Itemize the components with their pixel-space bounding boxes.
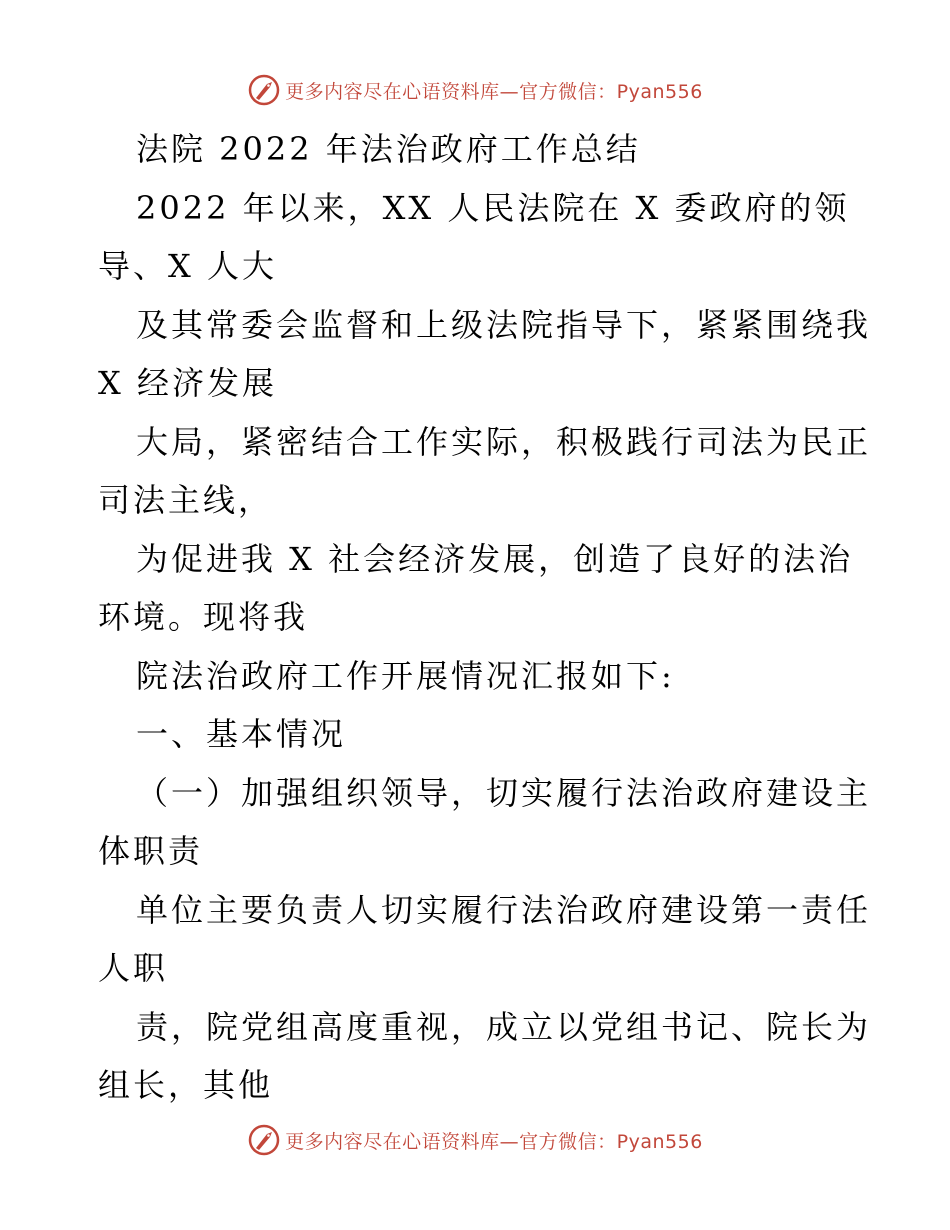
subsection-heading-continued: 体职责	[98, 832, 204, 870]
header-watermark	[0, 70, 950, 110]
paragraph-line: 2022 年以来，XX 人民法院在 X 委政府的领	[136, 188, 850, 227]
paragraph-line: 责，院党组高度重视，成立以党组书记、院长为	[136, 1007, 872, 1046]
watermark-text: 更多内容尽在心语资料库—官方微信：Pyan556	[285, 1130, 703, 1153]
footer-watermark	[0, 1120, 950, 1160]
document-body	[98, 120, 872, 1115]
paragraph-line: 为促进我 X 社会经济发展，创造了良好的法治	[136, 539, 854, 578]
subsection-heading: （一）加强组织领导，切实履行法治政府建设主	[136, 773, 872, 812]
paragraph-line: 组长，其他	[98, 1066, 274, 1104]
document-title: 法院 2022 年法治政府工作总结	[136, 130, 641, 168]
paragraph-line: 院法治政府工作开展情况汇报如下:	[136, 656, 675, 695]
paragraph-line: 单位主要负责人切实履行法治政府建设第一责任	[136, 890, 872, 929]
paragraph-line: 人职	[98, 949, 169, 987]
paragraph-line: 大局，紧密结合工作实际，积极践行司法为民正	[136, 422, 872, 461]
paragraph-line: X 经济发展	[98, 364, 277, 402]
paragraph-line: 司法主线，	[98, 481, 274, 519]
paragraph-line: 环境。现将我	[98, 598, 309, 636]
pen-nib-logo-icon	[247, 73, 281, 107]
paragraph-line: 及其常委会监督和上级法院指导下，紧紧围绕我	[136, 305, 872, 344]
pen-nib-logo-icon	[247, 1123, 281, 1157]
watermark-text: 更多内容尽在心语资料库—官方微信：Pyan556	[285, 80, 703, 103]
paragraph-line: 导、X 人大	[98, 247, 277, 285]
section-heading: 一、基本情况	[136, 715, 347, 753]
